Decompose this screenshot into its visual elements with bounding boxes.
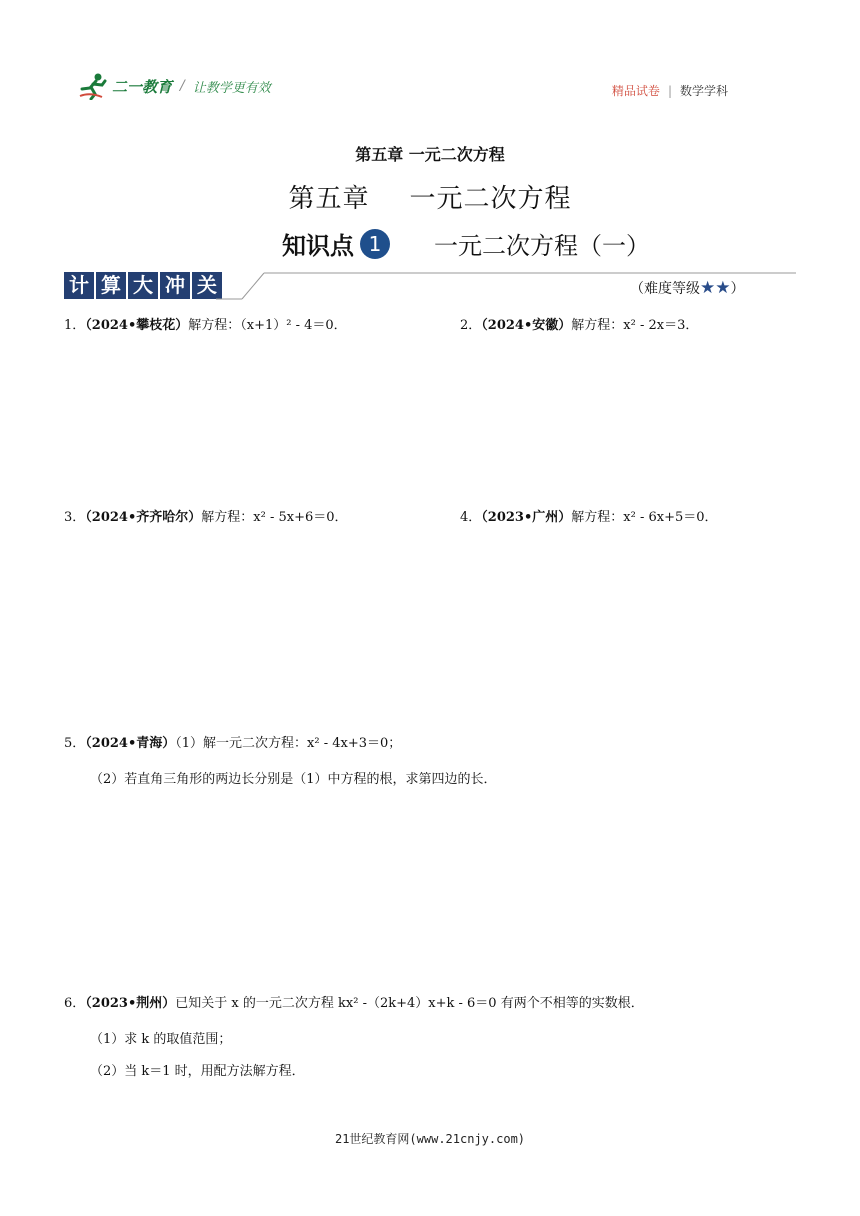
brand-logo xyxy=(78,72,271,100)
difficulty-level xyxy=(630,278,744,298)
kp-label: 知识点 xyxy=(282,232,354,260)
knowledge-point-heading xyxy=(282,226,650,261)
question-source: （2024•攀枝花） xyxy=(85,318,189,333)
banner-char: 关 xyxy=(192,272,222,299)
header-tags xyxy=(612,82,728,99)
logo-separator: / xyxy=(180,78,185,94)
star-icon: ★★ xyxy=(700,278,731,298)
question-source: （2023•广州） xyxy=(481,510,572,525)
banner-char: 算 xyxy=(96,272,126,299)
question-source: （2024•青海） xyxy=(85,736,176,751)
question-5-part-2: （2）若直角三角形的两边长分别是（1）中方程的根，求第四边的长． xyxy=(90,772,497,787)
kp-number-badge: 1 xyxy=(360,229,390,259)
question-text: 解方程：x² - 6x+5＝0． xyxy=(571,510,718,525)
tag-subject: 数学学科 xyxy=(679,84,728,98)
difficulty-label: （难度等级 xyxy=(630,281,700,297)
chapter-title-left: 第五章 xyxy=(288,184,370,214)
question-text: 已知关于 x 的一元二次方程 kx² -（2k+4）x+k - 6＝0 有两个不相等的实数根． xyxy=(175,996,644,1011)
question-source: （2024•安徽） xyxy=(481,318,572,333)
question-text: 解方程：x² - 5x+6＝0． xyxy=(201,510,348,525)
kp-title: 一元二次方程（一） xyxy=(434,232,650,260)
section-banner xyxy=(64,272,222,299)
question-4: 4．（2023•广州）解方程：x² - 6x+5＝0． xyxy=(460,510,718,525)
question-2: 2．（2024•安徽）解方程：x² - 2x＝3． xyxy=(460,318,699,333)
question-5: 5．（2024•青海）（1）解一元二次方程：x² - 4x+3＝0； xyxy=(64,736,402,751)
question-3: 3．（2024•齐齐哈尔）解方程：x² - 5x+6＝0． xyxy=(64,510,348,525)
banner-char: 计 xyxy=(64,272,94,299)
logo-text: 二一教育 xyxy=(112,77,173,96)
chapter-subtitle: 第五章 一元二次方程 xyxy=(355,145,505,164)
question-text: 解方程：（x+1）² - 4＝0． xyxy=(188,318,347,333)
question-6-part-2: （2）当 k＝1 时，用配方法解方程． xyxy=(90,1064,305,1079)
question-1: 1．（2024•攀枝花）解方程：（x+1）² - 4＝0． xyxy=(64,318,347,333)
banner-char: 冲 xyxy=(160,272,190,299)
question-text: （1）解一元二次方程：x² - 4x+3＝0； xyxy=(175,736,402,751)
logo-slogan: 让教学更有效 xyxy=(192,80,271,96)
question-6-part-1: （1）求 k 的取值范围； xyxy=(90,1032,232,1047)
tag-separator: | xyxy=(667,83,672,98)
question-source: （2023•荆州） xyxy=(85,996,176,1011)
chapter-title-right: 一元二次方程 xyxy=(409,184,572,214)
chapter-title xyxy=(0,178,860,215)
question-6: 6．（2023•荆州）已知关于 x 的一元二次方程 kx² -（2k+4）x+k - 6＝0 有两个不相等的实数根． xyxy=(64,996,644,1011)
tag-premium: 精品试卷 xyxy=(611,84,660,98)
question-text: 解方程：x² - 2x＝3． xyxy=(571,318,699,333)
question-source: （2024•齐齐哈尔） xyxy=(85,510,202,525)
runner-logo-icon xyxy=(78,72,108,100)
page-footer: 21世纪教育网(www.21cnjy.com) xyxy=(334,1132,526,1146)
banner-char: 大 xyxy=(128,272,158,299)
difficulty-end: ） xyxy=(730,281,745,297)
